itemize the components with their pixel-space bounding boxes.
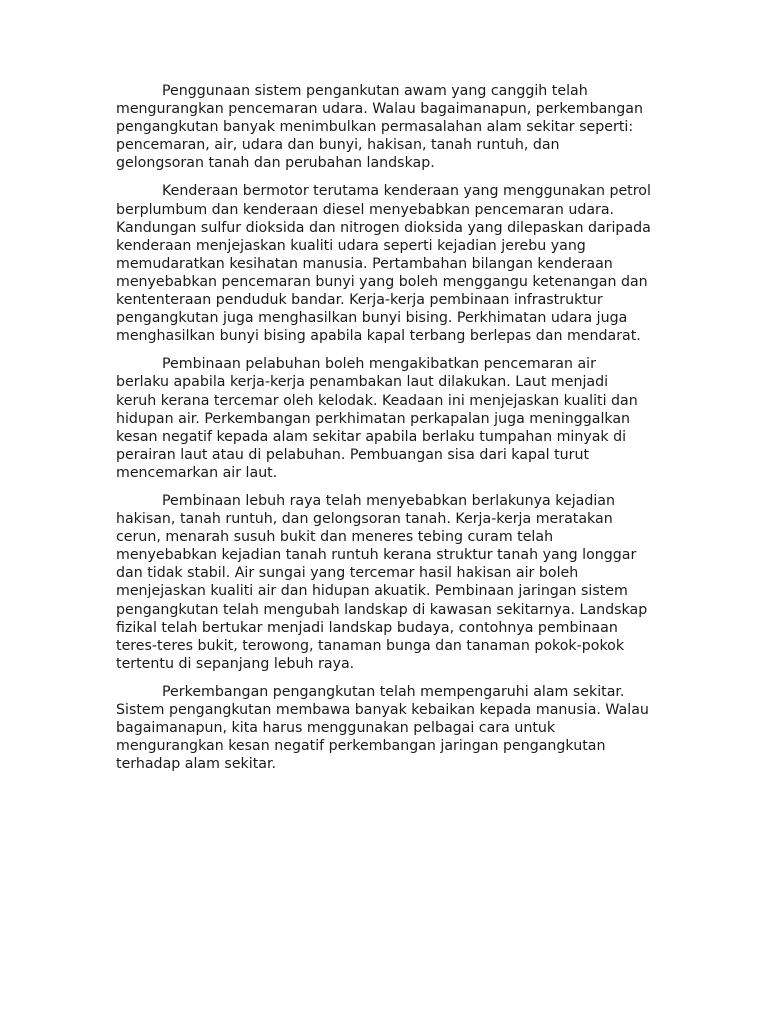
paragraph-4: Pembinaan lebuh raya telah menyebabkan berlakunya kejadian hakisan, tanah runtuh, dan gelongsoran tanah. Kerja-kerja meratakan cerun, menarah susuh bukit dan meneres tebing curam telah menyebabkan kejadian tanah runtuh kerana struktur tanah yang longgar dan tidak stabil. Air sungai yang tercemar hasil hakisan air boleh menjejaskan kualiti air dan hidupan akuatik. Pembinaan jaringan sistem pengangkutan telah mengubah landskap di kawasan sekitarnya. Landskap fizikal telah bertukar menjadi landskap budaya, contohnya pembinaan teres-teres bukit, terowong, tanaman bunga dan tanaman pokok-pokok tertentu di sepanjang lebuh raya. (116, 492, 648, 672)
paragraph-2: Kenderaan bermotor terutama kenderaan yang menggunakan petrol berplumbum dan kenderaan diesel menyebabkan pencemaran udara. Kandungan sulfur dioksida dan nitrogen dioksida yang dilepaskan daripada kenderaan menjejaskan kualiti udara seperti kejadian jerebu yang memudaratkan kesihatan manusia. Pertambahan bilangan kenderaan menyebabkan pencemaran bunyi yang boleh menggangu ketenangan dan kententeraan penduduk bandar. Kerja-kerja pembinaan infrastruktur pengangkutan juga menghasilkan bunyi bising. Perkhimatan udara juga menghasilkan bunyi bising apabila kapal terbang berlepas dan mendarat. (116, 183, 651, 345)
paragraph-5: Perkembangan pengangkutan telah mempengaruhi alam sekitar. Sistem pengangkutan membawa banyak kebaikan kepada manusia. Walau bagaimanapun, kita harus menggunakan pelbagai cara untuk mengurangkan kesan negatif perkembangan jaringan pengangkutan terhadap alam sekitar. (116, 683, 649, 773)
paragraph-1: Penggunaan sistem pengankutan awam yang canggih telah mengurangkan pencemaran udara. Walau bagaimanapun, perkembangan pengangkutan banyak menimbulkan permasalahan alam sekitar seperti: pencemaran, air, udara dan bunyi, hakisan, tanah runtuh, dan gelongsoran tanah dan perubahan landskap. (116, 83, 643, 172)
paragraph-3: Pembinaan pelabuhan boleh mengakibatkan pencemaran air berlaku apabila kerja-kerja penambakan laut dilakukan. Laut menjadi keruh kerana tercemar oleh kelodak. Keadaan ini menjejaskan kualiti dan hidupan air. Perkembangan perkhimatan perkapalan juga meninggalkan kesan negatif kepada alam sekitar apabila berlaku tumpahan minyak di perairan laut atau di pelabuhan. Pembuangan sisa dari kapal turut mencemarkan air laut. (116, 356, 638, 481)
document-body (116, 82, 656, 783)
